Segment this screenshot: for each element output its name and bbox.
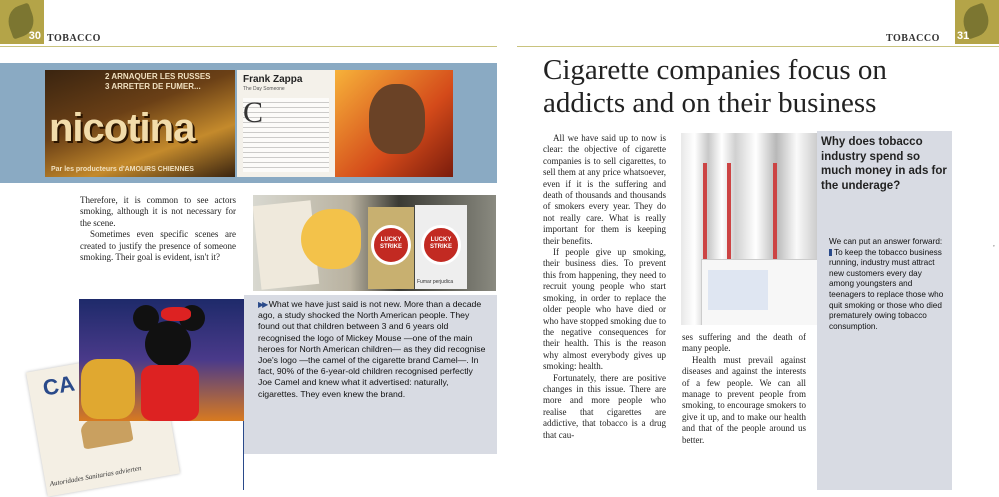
page-headline: Cigarette companies focus on addicts and on their business <box>543 54 887 119</box>
right-column-2: ses suffering and the death of many people. Health must prevail against diseases and against the interests of a few people. We can all manage to prevent people from smoking, to encourage smokers to give it up, and to make our health and that of the people around us better. <box>682 332 806 445</box>
cigarette-display-image <box>681 133 817 325</box>
page-number-box-right <box>955 0 999 44</box>
lucky-strike-logo: LUCKY STRIKE <box>371 225 411 265</box>
camel-card-image: CA Autoridades Sanitarias advierten <box>26 349 180 496</box>
page-number-box-left <box>0 0 44 44</box>
mickey-mouse-image <box>79 299 249 421</box>
left-body-text: Therefore, it is common to see actors smoking, although it is not necessary for the scene. Sometimes even specific scenes are created to justify the presence of someone smoking. Their goal is evident, isn't it? <box>80 195 236 263</box>
page-number-right: 31 <box>957 30 970 42</box>
zappa-title: Frank Zappa <box>243 74 303 85</box>
section-label-right: TOBACCO <box>886 33 940 44</box>
header-rule-right <box>517 46 999 47</box>
zappa-portrait <box>335 70 453 177</box>
study-box <box>244 295 497 454</box>
zappa-dropcap: C <box>243 96 264 129</box>
zappa-article-image <box>237 70 453 177</box>
cigarette-packs-image: LUCKY STRIKE LUCKY STRIKE Fumar perjudica <box>253 195 496 291</box>
poster-title: nicotina <box>49 106 195 150</box>
margin-mark: ’ <box>993 244 995 253</box>
zappa-subtitle: The Day Someone <box>243 86 285 92</box>
sidebar-question: Why does tobacco industry spend so much money in ads for the underage? <box>821 136 947 192</box>
bullet-icon <box>829 249 832 256</box>
poster-caption: Par les producteurs d'AMOURS CHIENNES <box>51 166 194 173</box>
sidebar-answer: We can put an answer forward: To keep the tobacco business running, industry must attract new customers every day among youngsters and teenagers to replace those who quit smoking or those who died prematurely owing tobacco consumption. <box>829 237 944 331</box>
right-column-1: All we have said up to now is clear: the objective of cigarette companies is to sell cigarettes, to sell them at any price whatsoever, even if it is the suffering and death of thousands and thousands of smokers every year. They do not really care. What is really important for them is keeping their benefits. If people give up smoking, their business dies. To prevent this from happening, they need to recruit young people who start smoking, in order to replace the older people who have died or who have stopped smoking due to the negative consequences for their health. This is the reason why almost everybody gives up smoking: health. Fortunately, there are positive changes in this issue. There are more and more people who realise that cigarettes are addictive, that tobacco is a drug that cau- <box>543 133 666 440</box>
header-rule-left <box>0 46 497 47</box>
lucky-strike-logo: LUCKY STRIKE <box>421 225 461 265</box>
section-label-left: TOBACCO <box>47 33 101 44</box>
nicotina-poster-image <box>45 70 235 177</box>
poster-lines: 2 ARNAQUER LES RUSSES 3 ARRETER DE FUMER... <box>105 72 211 91</box>
page-number-left: 30 <box>28 30 41 42</box>
study-box-text: What we have just said is not new. More than a decade ago, a study shocked the North American people. They found out that children between 3 and 6 years old recognised the logo of Mickey Mouse —one of the main heroes for North American children— as they did recognise Joe's logo —the camel of the cigarette brand Camel—. In fact, 90% of the 6-year-old children recognised perfectly Joe Camel and knew what it advertised: naturally, cigarettes. They even knew the brand. <box>258 299 486 399</box>
question-sidebar <box>817 131 952 490</box>
double-arrow-icon: ▶▶ <box>258 300 267 309</box>
